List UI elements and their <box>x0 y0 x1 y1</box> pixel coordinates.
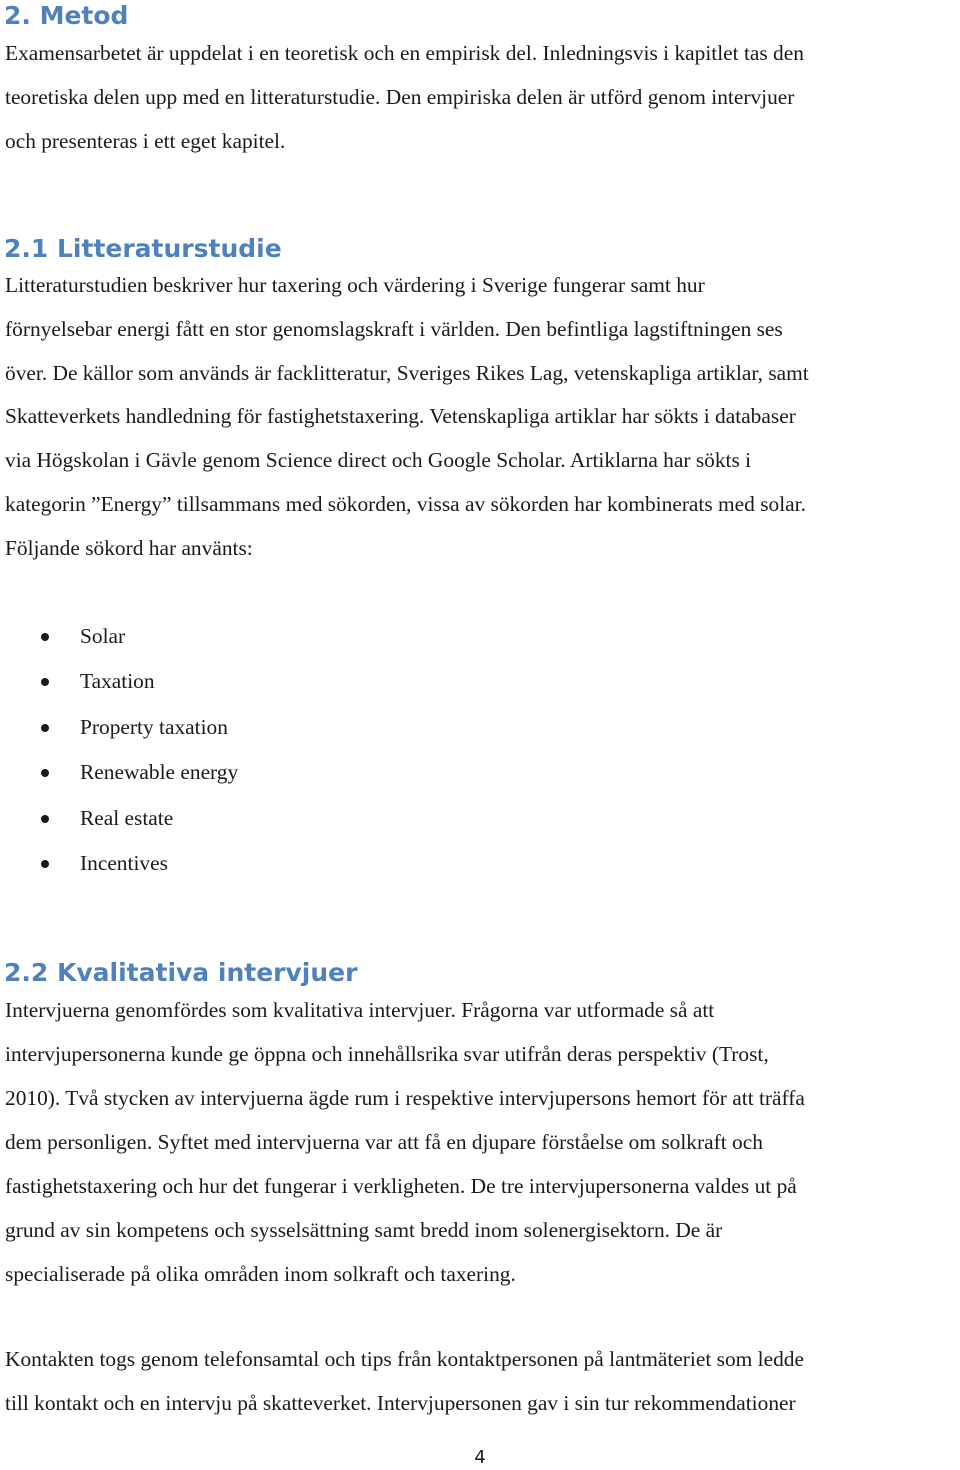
paragraph-line: Litteraturstudien beskriver hur taxering och värdering i Sverige fungerar samt hur <box>5 273 705 297</box>
list-item-keyword <box>0 796 238 841</box>
keyword-label: Property taxation <box>80 714 228 739</box>
paragraph-line: 2010). Två stycken av intervjuerna ägde rum i respektive intervjupersons hemort för att träffa <box>5 1086 805 1110</box>
paragraph-line: och presenteras i ett eget kapitel. <box>5 128 286 153</box>
paragraph-line: Kontakten togs genom telefonsamtal och tips från kontaktpersonen på lantmäteriet som ledde <box>5 1347 804 1371</box>
section-2-2-second-paragraph <box>5 1337 955 1425</box>
paragraph-line: över. De källor som används är facklitteratur, Sveriges Rikes Lag, vetenskapliga artiklar, samt <box>5 360 809 385</box>
paragraph-line: Intervjuerna genomfördes som kvalitativa intervjuer. Frågorna var utformade så att <box>5 998 715 1022</box>
paragraph-line: förnyelsebar energi fått en stor genomslagskraft i världen. Den befintliga lagstiftningen ses <box>5 316 783 341</box>
page-number: 4 <box>474 1447 486 1468</box>
bullet-icon <box>41 678 49 686</box>
keyword-label: Renewable energy <box>80 760 239 785</box>
list-item-keyword <box>0 750 238 795</box>
list-item-keyword <box>0 705 238 750</box>
paragraph-line: teoretiska delen upp med en litteraturstudie. Den empiriska delen är utförd genom intervjuer <box>5 84 795 109</box>
paragraph-line: dem personligen. Syftet med intervjuerna var att få en djupare förståelse om solkraft och <box>5 1130 763 1154</box>
bullet-icon <box>41 769 49 777</box>
bullet-icon <box>41 860 49 868</box>
bullet-icon <box>41 724 49 732</box>
bullet-icon <box>41 815 49 823</box>
paragraph-line: grund av sin kompetens och sysselsättning samt bredd inom solenergisektorn. De är <box>5 1218 723 1242</box>
keyword-label: Taxation <box>80 669 155 694</box>
paragraph-line: fastighetstaxering och hur det fungerar i verkligheten. De tre intervjupersonerna valdes ut på <box>5 1174 797 1198</box>
section-heading-kvalitativa-intervjuer: 2.2 Kvalitativa intervjuer <box>4 958 358 987</box>
keyword-label: Incentives <box>80 850 168 875</box>
section-2-intro-paragraph <box>5 32 955 163</box>
section-heading-metod: 2. Metod <box>4 1 129 30</box>
keyword-label: Real estate <box>80 805 174 830</box>
section-2-2-paragraph <box>5 988 955 1296</box>
bullet-icon <box>41 633 49 641</box>
paragraph-line: via Högskolan i Gävle genom Science direct och Google Scholar. Artiklarna har sökts i <box>5 448 752 473</box>
section-2-1-paragraph <box>5 264 955 571</box>
paragraph-line: kategorin ”Energy” tillsammans med sökorden, vissa av sökorden har kombinerats med solar. <box>5 491 806 516</box>
search-keywords-list <box>0 614 238 886</box>
paragraph-line: Skatteverkets handledning för fastighetstaxering. Vetenskapliga artiklar har sökts i databaser <box>5 404 796 429</box>
list-item-keyword <box>0 614 238 659</box>
paragraph-line: Examensarbetet är uppdelat i en teoretisk och en empirisk del. Inledningsvis i kapitlet tas den <box>5 41 804 65</box>
section-heading-litteraturstudie: 2.1 Litteraturstudie <box>4 234 282 263</box>
paragraph-line: till kontakt och en intervju på skatteverket. Intervjupersonen gav i sin tur rekommendationer <box>5 1391 796 1415</box>
paragraph-line: Följande sökord har använts: <box>5 535 253 560</box>
paragraph-line: intervjupersonerna kunde ge öppna och innehållsrika svar utifrån deras perspektiv (Trost, <box>5 1042 769 1066</box>
list-item-keyword <box>0 841 238 886</box>
list-item-keyword <box>0 659 238 704</box>
keyword-label: Solar <box>80 624 126 648</box>
paragraph-line: specialiserade på olika områden inom solkraft och taxering. <box>5 1262 516 1286</box>
